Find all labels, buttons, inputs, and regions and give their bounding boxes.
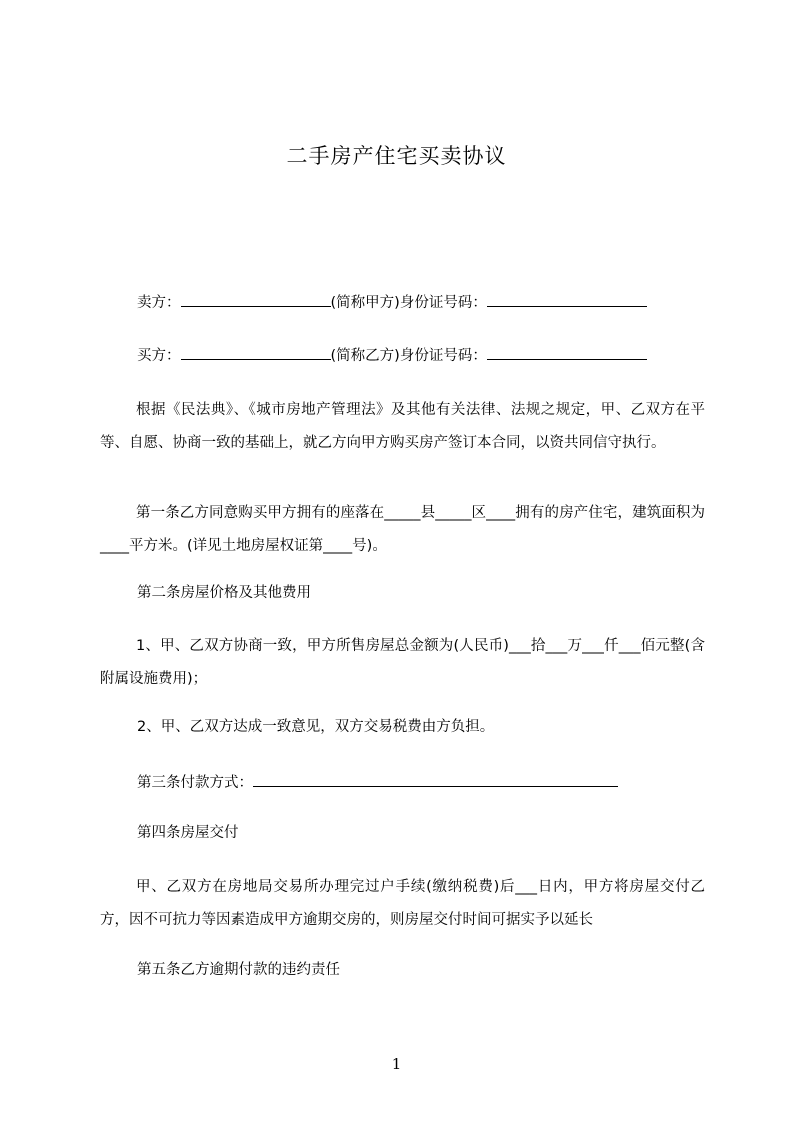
article-5-heading: 第五条乙方逾期付款的违约责任 — [137, 962, 340, 978]
page-number: 1 — [391, 1055, 402, 1073]
payment-method-blank — [253, 772, 618, 787]
buyer-id-label: (简称乙方)身份证号码： — [330, 348, 487, 364]
buyer-id-blank — [487, 345, 647, 360]
seller-line — [137, 292, 757, 313]
article-2-item-1: 1、甲、乙双方协商一致，甲方所售房屋总金额为(人民币)___拾___万___仟___佰元整(含附属设施费用)； — [100, 638, 705, 687]
document-title: 二手房产住宅买卖协议 — [286, 144, 507, 168]
seller-name-blank — [181, 292, 331, 307]
article-4-body: 甲、乙双方在房地局交易所办理完过户手续(缴纳税费)后___日内，甲方将房屋交付乙方，因不可抗力等因素造成甲方逾期交房的，则房屋交付时间可据实予以延长 — [100, 879, 705, 928]
buyer-line — [137, 345, 757, 366]
article-3-label: 第三条付款方式： — [137, 775, 253, 791]
buyer-name-blank — [181, 345, 331, 360]
article-2-heading: 第二条房屋价格及其他费用 — [137, 585, 311, 601]
article-1: 第一条乙方同意购买甲方拥有的座落在_____县_____区____拥有的房产住宅，建筑面积为____平方米。(详见土地房屋权证第____号)。 — [100, 505, 705, 554]
article-3-line — [137, 772, 757, 793]
intro-paragraph: 根据《民法典》、《城市房地产管理法》及其他有关法律、法规之规定，甲、乙双方在平等、自愿、协商一致的基础上，就乙方向甲方购买房产签订本合同，以资共同信守执行。 — [100, 402, 705, 451]
article-4-heading: 第四条房屋交付 — [137, 825, 239, 841]
seller-id-blank — [487, 292, 647, 307]
buyer-label: 买方： — [137, 348, 181, 364]
seller-id-label: (简称甲方)身份证号码： — [330, 295, 487, 311]
article-2-item-2: 2、甲、乙双方达成一致意见，双方交易税费由方负担。 — [137, 719, 495, 735]
seller-label: 卖方： — [137, 295, 181, 311]
